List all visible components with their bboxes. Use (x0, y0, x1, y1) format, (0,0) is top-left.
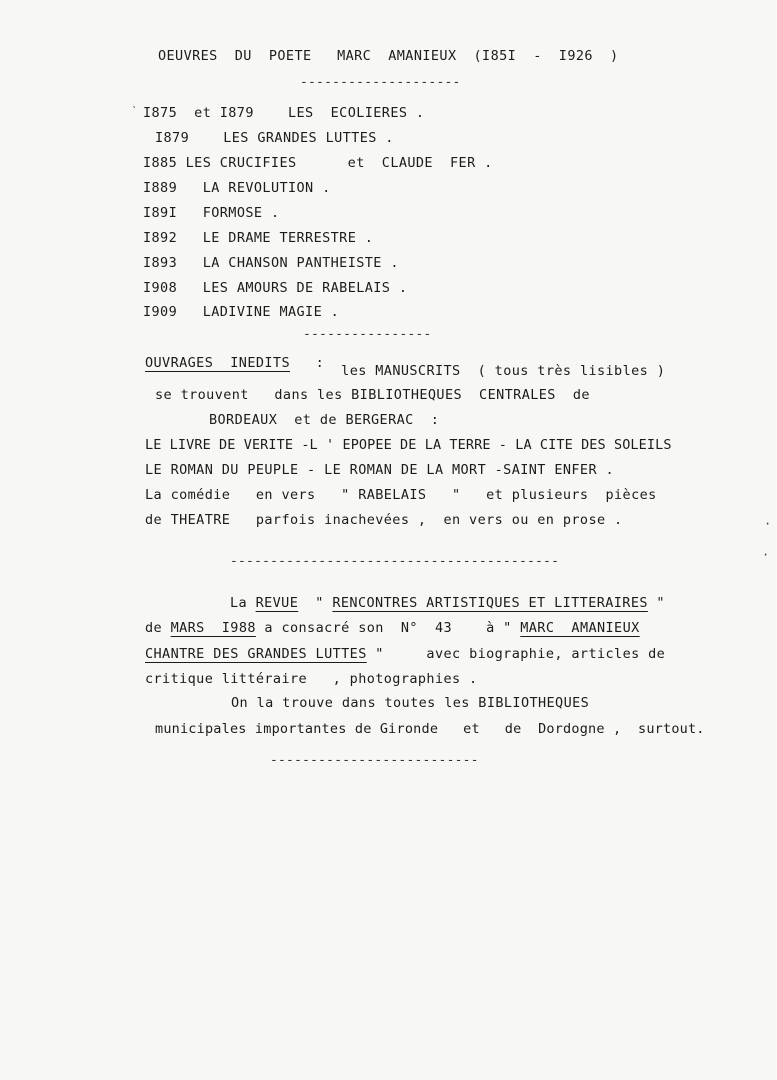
revue-line-3 (145, 645, 665, 663)
revue-line-5: On la trouve dans toutes les BIBLIOTHEQUES (231, 695, 590, 711)
work-title: LE DRAME TERRESTRE . (202, 230, 374, 246)
margin-dot-right-2: · (762, 548, 770, 562)
title-rule: -------------------- (300, 75, 461, 90)
work-title: LES ECOLIERES . (288, 105, 425, 121)
revue-title: RENCONTRES ARTISTIQUES ET LITTERAIRES (332, 595, 648, 611)
inedits-line-4: LE LIVRE DE VERITE -L ' EPOPEE DE LA TERRE - LA CITE DES SOLEILS (145, 437, 672, 453)
work-item (143, 279, 407, 297)
work-year: I908 (143, 280, 178, 296)
work-title: LES GRANDES LUTTES . (223, 130, 394, 146)
work-item (143, 303, 339, 321)
revue-consacre: a consacré son N° 43 à " (264, 620, 512, 636)
work-item (143, 254, 399, 272)
revue-subtitle: CHANTRE DES GRANDES LUTTES (145, 646, 367, 662)
work-item (143, 179, 331, 197)
inedits-line-5: LE ROMAN DU PEUPLE - LE ROMAN DE LA MORT -SAINT ENFER . (145, 462, 615, 478)
work-year: I892 (143, 230, 178, 246)
document-title: OEUVRES DU POETE MARC AMANIEUX (I85I - I926 ) (158, 48, 619, 64)
work-item (155, 129, 394, 147)
inedits-line-7: de THEATRE parfois inachevées , en vers ou en prose . (145, 512, 623, 528)
revue-line-2 (145, 619, 640, 637)
inedits-intro: les MANUSCRITS ( tous très lisibles ) (341, 363, 666, 379)
revue-line-6: municipales importantes de Gironde et de Dordogne , surtout. (155, 721, 705, 737)
section-rule: ----------------------------------------- (230, 554, 560, 569)
inedits-line-3: BORDEAUX et de BERGERAC : (209, 412, 440, 428)
revue-date: MARS I988 (170, 620, 256, 636)
revue-quote-close: " (656, 595, 665, 611)
margin-dot-right-1: · (764, 517, 772, 531)
revue-line-3-rest: " avec biographie, articles de (366, 646, 666, 662)
revue-la: La (230, 595, 248, 611)
work-title: FORMOSE . (202, 205, 280, 221)
work-year: I909 (143, 304, 178, 320)
revue-line-1 (230, 594, 665, 612)
work-year: I893 (143, 255, 178, 271)
work-title: LA REVOLUTION . (202, 180, 331, 196)
margin-tick-left: ˋ (131, 104, 139, 118)
work-item (143, 154, 493, 172)
revue-quote-open: " (315, 595, 324, 611)
work-title: LADIVINE MAGIE . (202, 304, 340, 320)
work-title: LA CHANSON PANTHEISTE . (202, 255, 399, 271)
work-year: I89I (143, 205, 178, 221)
revue-de: de (145, 620, 163, 636)
revue-line-4: critique littéraire , photographies . (145, 671, 478, 687)
end-rule: -------------------------- (270, 753, 479, 768)
work-year: I879 (155, 130, 190, 146)
work-year: I889 (143, 180, 178, 196)
work-year: I885 (143, 155, 178, 171)
inedits-line-6: La comédie en vers " RABELAIS " et plusieurs pièces (145, 487, 657, 503)
revue-poet-name: MARC AMANIEUX (520, 620, 640, 636)
work-title: LES AMOURS DE RABELAIS . (202, 280, 408, 296)
inedits-line-2: se trouvent dans les BIBLIOTHEQUES CENTRALES de (155, 387, 590, 403)
work-item (143, 229, 373, 247)
works-rule: ---------------- (303, 327, 432, 342)
work-item (143, 104, 424, 122)
work-title: LES CRUCIFIES et CLAUDE FER . (185, 155, 493, 171)
inedits-heading-line (145, 354, 666, 379)
work-year: I875 et I879 (143, 105, 254, 121)
inedits-heading: OUVRAGES INEDITS (145, 355, 290, 371)
inedits-colon: : (315, 355, 325, 371)
work-item (143, 204, 279, 222)
revue-word: REVUE (255, 595, 299, 611)
